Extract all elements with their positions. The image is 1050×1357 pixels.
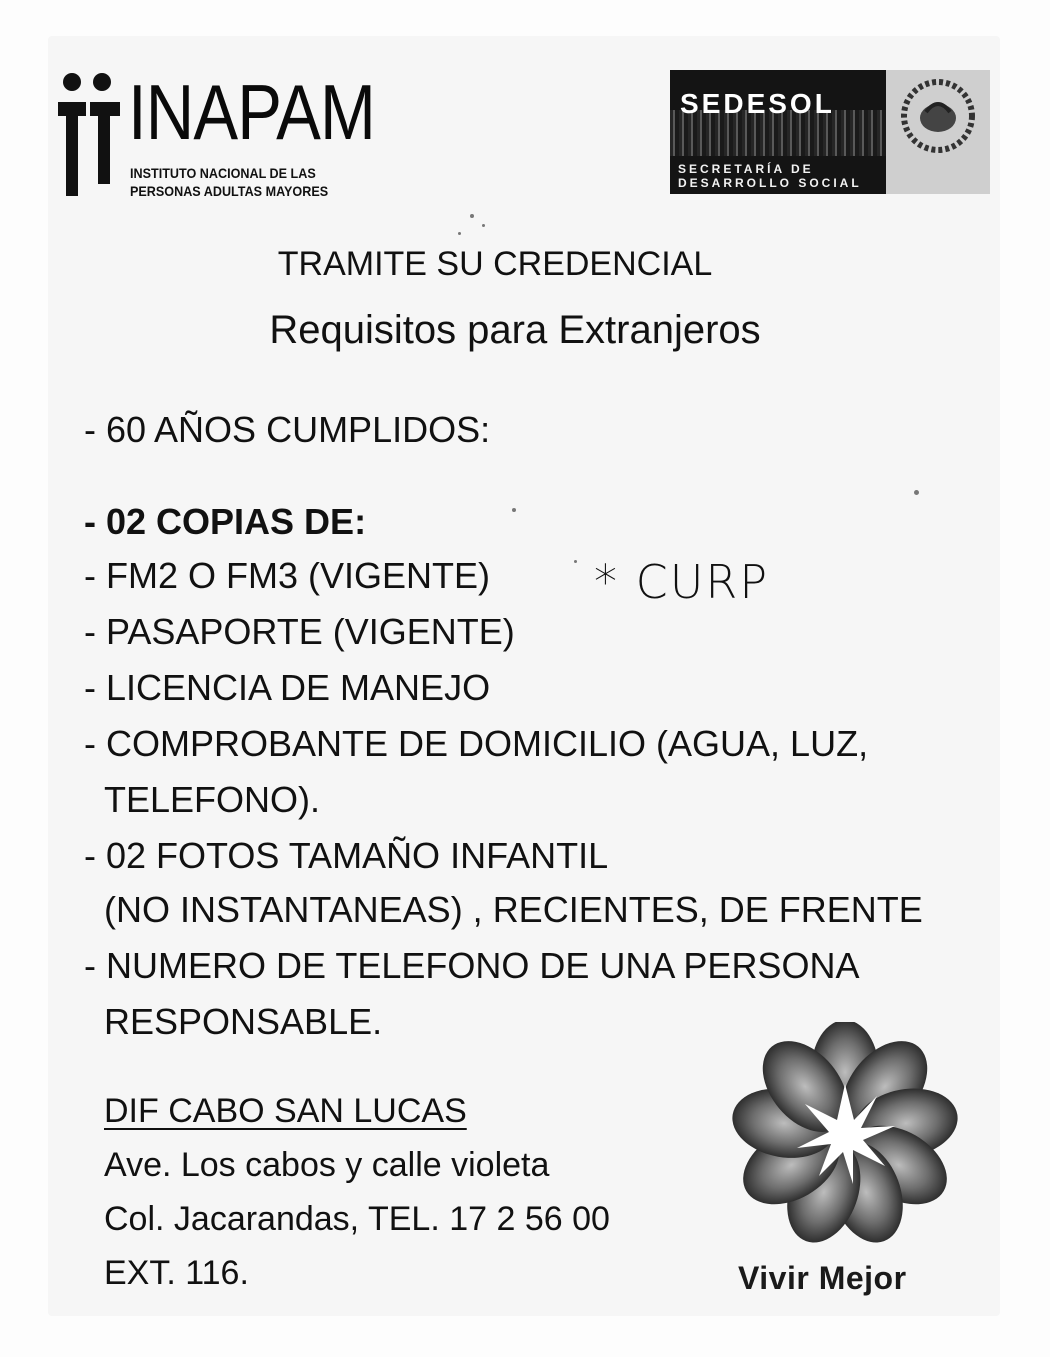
requirement-item-continued: RESPONSABLE.	[104, 1001, 383, 1042]
scan-speck	[458, 232, 461, 235]
people-figures-icon	[56, 72, 122, 196]
document-title: TRAMITE SU CREDENCIAL	[277, 245, 713, 283]
vivir-mejor-slogan: Vivir Mejor	[738, 1260, 907, 1296]
inapam-logo	[56, 68, 386, 208]
scan-speck	[482, 224, 485, 227]
sedesol-box	[670, 70, 886, 194]
address-block	[104, 1084, 744, 1300]
scan-speck	[914, 490, 919, 495]
document-subtitle: Requisitos para Extranjeros	[269, 308, 761, 352]
inapam-wordmark: INAPAM	[128, 68, 376, 156]
requirement-item: - PASAPORTE (VIGENTE)	[84, 611, 515, 652]
scan-speck	[470, 214, 474, 218]
office-name: DIF CABO SAN LUCAS	[104, 1092, 467, 1130]
requirement-item: - 02 COPIAS DE:	[84, 501, 367, 542]
inapam-subtitle	[130, 164, 328, 200]
requirement-item: - 60 AÑOS CUMPLIDOS:	[84, 409, 491, 450]
sedesol-tagline-line-1: SECRETARÍA DE	[678, 162, 814, 176]
address-street: Ave. Los cabos y calle violeta	[104, 1146, 550, 1184]
address-extension: EXT. 116.	[104, 1254, 249, 1292]
vivir-mejor-logo	[730, 1022, 990, 1312]
sedesol-logo	[670, 66, 990, 198]
flower-icon	[730, 1022, 960, 1252]
sedesol-name: SEDESOL	[680, 88, 835, 119]
scan-speck	[574, 560, 577, 563]
sedesol-tagline	[678, 162, 862, 190]
requirement-item: - COMPROBANTE DE DOMICILIO (AGUA, LUZ,	[84, 723, 869, 764]
address-colonia-phone: Col. Jacarandas, TEL. 17 2 56 00	[104, 1200, 610, 1238]
requirement-item: - FM2 O FM3 (VIGENTE)	[84, 555, 491, 596]
inapam-subtitle-line-2: PERSONAS ADULTAS MAYORES	[130, 183, 329, 199]
handwritten-note: * CURP	[594, 555, 770, 609]
requirement-item: - 02 FOTOS TAMAÑO INFANTIL	[84, 835, 609, 876]
requirement-item-continued: (NO INSTANTANEAS) , RECIENTES, DE FRENTE	[104, 889, 923, 930]
inapam-subtitle-line-1: INSTITUTO NACIONAL DE LAS	[130, 165, 316, 181]
requirement-item: - LICENCIA DE MANEJO	[84, 667, 491, 708]
sedesol-tagline-line-2: DESARROLLO SOCIAL	[678, 176, 862, 190]
scan-speck	[512, 508, 516, 512]
requirement-item: - NUMERO DE TELEFONO DE UNA PERSONA	[84, 945, 860, 986]
national-seal-icon	[898, 76, 978, 156]
requirement-item-continued: TELEFONO).	[104, 779, 321, 820]
